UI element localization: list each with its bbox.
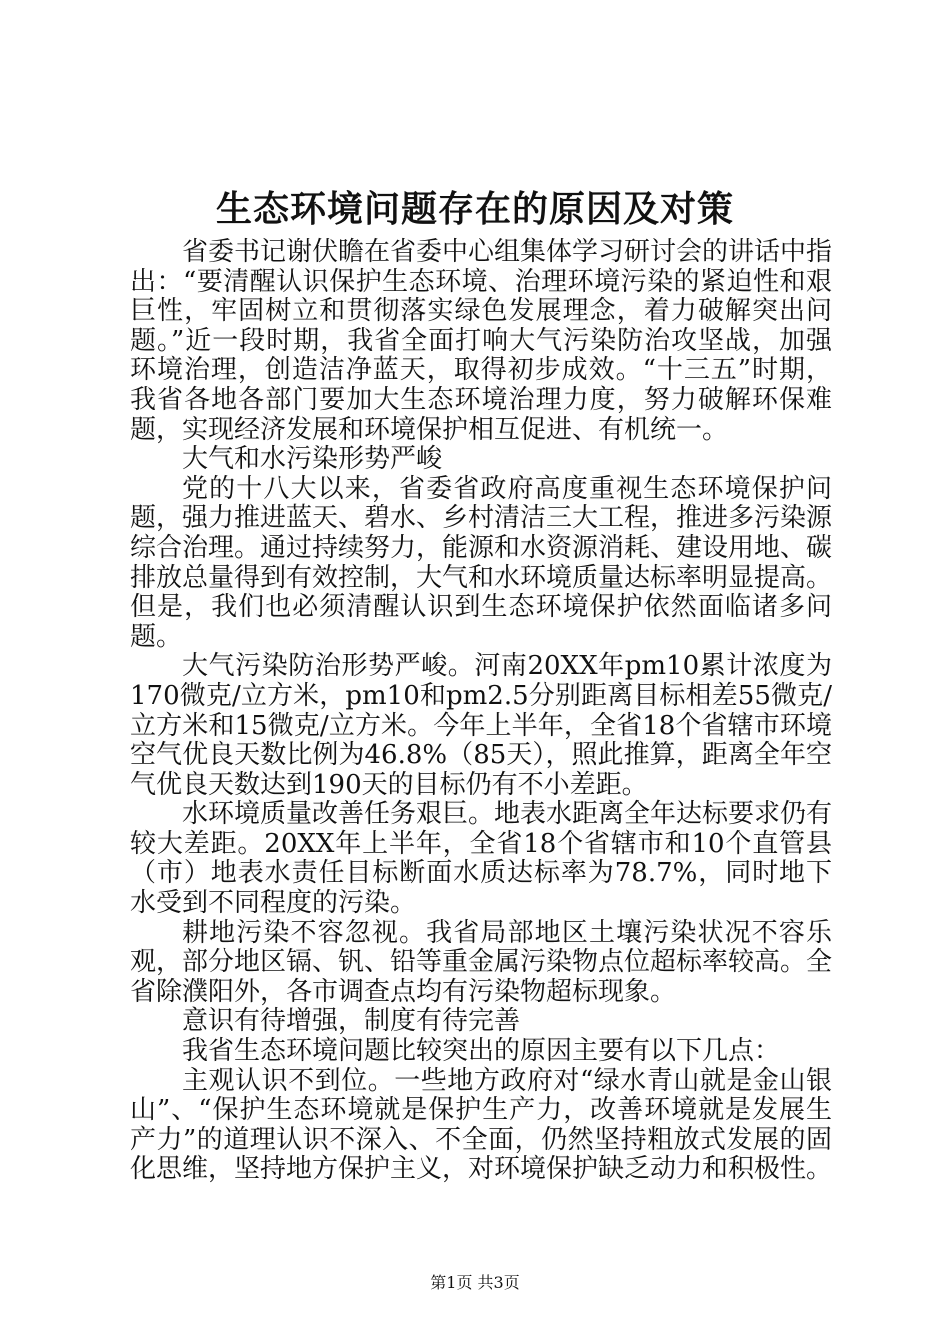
paragraph: 党的十八大以来，省委省政府高度重视生态环境保护问题，强力推进蓝天、碧水、乡村清洁三大工程，推进多污染源综合治理。通过持续努力，能源和水资源消耗、建设用地、碳排放总量得到有效控制，大气和水环境质量达标率明显提高。但是，我们也必须清醒认识到生态环境保护依然面临诸多问题。 — [130, 473, 833, 652]
paragraph: 大气污染防治形势严峻。河南20XX年pm10累计浓度为170微克/立方米，pm10和pm2.5分别距离目标相差55微克/立方米和15微克/立方米。今年上半年，全省18个省辖市环境空气优良天数比例为46.8%（85天），照此推算，距离全年空气优良天数达到190天的目标仍有不小差距。 — [130, 651, 832, 800]
paragraph: 耕地污染不容忽视。我省局部地区土壤污染状况不容乐观，部分地区镉、钒、铅等重金属污染物点位超标率较高。全省除濮阳外，各市调查点均有污染物超标现象。 — [130, 917, 833, 1007]
section-heading: 大气和水污染形势严峻 — [182, 444, 443, 475]
paragraph: 我省生态环境问题比较突出的原因主要有以下几点： — [182, 1036, 781, 1067]
paragraph: 主观认识不到位。一些地方政府对“绿水青山就是金山银山”、“保护生态环境就是保护生产力，改善环境就是发展生产力”的道理认识不深入、不全面，仍然坚持粗放式发展的固化思维，坚持地方保护主义，对环境保护缺乏动力和积极性。 — [130, 1065, 833, 1185]
section-heading: 意识有待增强，制度有待完善 — [182, 1006, 521, 1037]
document-title: 生态环境问题存在的原因及对策 — [215, 188, 734, 230]
paragraph: 省委书记谢伏瞻在省委中心组集体学习研讨会的讲话中指出：“要清醒认识保护生态环境、治理环境污染的紧迫性和艰巨性，牢固树立和贯彻落实绿色发展理念，着力破解突出问题。”近一段时期，我省全面打响大气污染防治攻坚战，加强环境治理，创造洁净蓝天，取得初步成效。“十三五”时期，我省各地各部门要加大生态环境治理力度，努力破解环保难题，实现经济发展和环境保护相互促进、有机统一。 — [130, 237, 833, 445]
paragraph: 水环境质量改善任务艰巨。地表水距离全年达标要求仍有较大差距。20XX年上半年，全省18个省辖市和10个直管县（市）地表水责任目标断面水质达标率为78.7%，同时地下水受到不同程度的污染。 — [130, 799, 833, 919]
document-body — [130, 238, 832, 1185]
page-footer: 第1页 共3页 — [430, 1273, 520, 1292]
